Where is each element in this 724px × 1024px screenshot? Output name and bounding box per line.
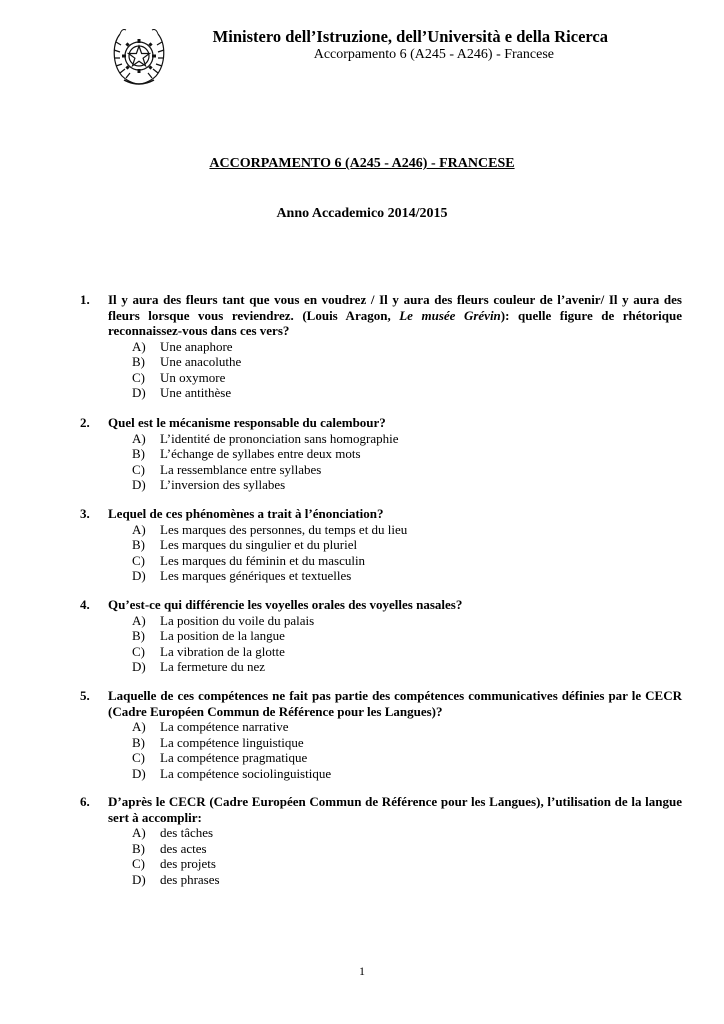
answer-letter: B) [132, 354, 145, 369]
answer-option [80, 766, 682, 782]
answer-text: Un oxymore [160, 369, 226, 385]
answer-option [80, 446, 682, 462]
answer-option [80, 370, 682, 386]
document-title: ACCORPAMENTO 6 (A245 - A246) - FRANCESE [209, 156, 515, 171]
answer-letter: C) [132, 552, 145, 568]
question-number: 3. [80, 506, 90, 521]
answer-text: Les marques génériques et textuelles [160, 568, 352, 583]
answer-letter: B) [132, 628, 145, 643]
ministry-title: Ministero dell’Istruzione, dell’Università e della Ricerca [212, 27, 608, 46]
answer-letter: D) [132, 765, 146, 781]
answer-list [80, 825, 682, 887]
academic-year: Anno Accademico 2014/2015 [276, 206, 448, 221]
answer-text: L’échange de syllabes entre deux mots [160, 446, 361, 461]
answer-option [80, 553, 682, 569]
answer-option [80, 431, 682, 447]
answer-option [80, 385, 682, 401]
answer-letter: C) [132, 643, 145, 659]
answer-letter: A) [132, 825, 146, 840]
answer-text: des tâches [160, 825, 214, 840]
question-5 [80, 688, 682, 781]
question-4 [80, 597, 682, 675]
answer-option [80, 719, 682, 735]
answer-text: des projets [160, 856, 216, 871]
question-text: Lequel de ces phénomènes a trait à l’énonciation? [108, 506, 384, 521]
answer-letter: C) [132, 750, 145, 765]
question-number: 5. [80, 688, 90, 703]
answer-letter: D) [132, 568, 146, 583]
answer-letter: A) [132, 338, 146, 354]
answer-letter: C) [132, 856, 145, 871]
answer-text: La ressemblance entre syllabes [160, 461, 322, 477]
answer-text: Les marques des personnes, du temps et du lieu [160, 521, 408, 537]
answer-text: Les marques du singulier et du pluriel [160, 537, 358, 552]
question-text: Quel est le mécanisme responsable du calembour? [108, 415, 386, 430]
answer-letter: B) [132, 537, 145, 552]
answer-text: La compétence narrative [160, 719, 289, 734]
answer-letter: D) [132, 659, 146, 674]
answer-text: La position du voile du palais [160, 612, 315, 628]
answer-letter: B) [132, 734, 145, 750]
question-2 [80, 415, 682, 493]
answer-option [80, 750, 682, 766]
answer-letter: A) [132, 719, 146, 734]
answer-text: Une anaphore [160, 338, 233, 354]
question-text: Laquelle de ces compétences ne fait pas partie des compétences communicatives définies par le CECR (Cadre Européen Commun de Référence pour les Langues)? [108, 688, 682, 719]
question-number: 2. [80, 415, 90, 430]
answer-text: La vibration de la glotte [160, 643, 285, 659]
answer-text: La position de la langue [160, 628, 285, 643]
answer-text: Les marques du féminin et du masculin [160, 552, 366, 568]
italian-republic-emblem-icon [110, 22, 168, 86]
question-text-title: Le musée Grévin [399, 307, 501, 323]
ministry-subtitle: Accorpamento 6 (A245 - A246) - Francese [313, 47, 554, 62]
question-text-part: Il y aura des fleurs tant que vous en voudrez / Il y aura des fleurs couleur de l’avenir/ Il y aura des fleurs lorsque vous reviendrez. (Louis Aragon, [108, 292, 682, 323]
answer-list [80, 613, 682, 675]
question-text-part: ): quelle figure de rhétorique reconnaissez-vous dans ces vers? [108, 307, 683, 338]
answer-letter: D) [132, 385, 146, 400]
answer-option [80, 856, 682, 872]
answer-letter: A) [132, 612, 146, 628]
answer-option [80, 354, 682, 370]
question-number: 6. [80, 794, 90, 809]
answer-text: Une antithèse [160, 385, 232, 400]
answer-text: L’identité de prononciation sans homographie [160, 430, 399, 446]
question-3 [80, 506, 682, 584]
answer-letter: D) [132, 477, 146, 492]
question-text [108, 292, 682, 339]
answer-letter: B) [132, 446, 145, 461]
answer-list [80, 339, 682, 401]
answer-option [80, 522, 682, 538]
answer-option [80, 537, 682, 553]
page-number: 1 [359, 964, 365, 978]
answer-text: L’inversion des syllabes [160, 477, 286, 492]
answer-option [80, 825, 682, 841]
answer-letter: D) [132, 871, 146, 887]
question-6 [80, 794, 682, 887]
answer-text: La compétence sociolinguistique [160, 765, 332, 781]
answer-letter: A) [132, 430, 146, 446]
answer-option [80, 841, 682, 857]
answer-letter: C) [132, 461, 145, 477]
question-1 [80, 292, 682, 401]
answer-list [80, 522, 682, 584]
question-text: D’après le CECR (Cadre Européen Commun de Référence pour les Langues), l’utilisation de la langue sert à accomplir: [108, 794, 682, 825]
answer-option [80, 735, 682, 751]
answer-option [80, 339, 682, 355]
question-number: 4. [80, 597, 90, 612]
answer-option [80, 659, 682, 675]
answer-text: La compétence pragmatique [160, 750, 308, 765]
answer-letter: B) [132, 840, 145, 856]
question-number: 1. [80, 292, 90, 307]
answer-option [80, 644, 682, 660]
answer-option [80, 872, 682, 888]
answer-option [80, 477, 682, 493]
answer-option [80, 613, 682, 629]
answer-text: Une anacoluthe [160, 354, 242, 369]
answer-text: La fermeture du nez [160, 659, 266, 674]
answer-list [80, 431, 682, 493]
answer-option [80, 628, 682, 644]
answer-text: La compétence linguistique [160, 734, 304, 750]
question-text: Qu’est-ce qui différencie les voyelles orales des voyelles nasales? [108, 597, 463, 612]
answer-option [80, 568, 682, 584]
answer-list [80, 719, 682, 781]
answer-text: des phrases [160, 871, 220, 887]
answer-letter: A) [132, 521, 146, 537]
answer-letter: C) [132, 369, 145, 385]
answer-option [80, 462, 682, 478]
answer-text: des actes [160, 840, 207, 856]
